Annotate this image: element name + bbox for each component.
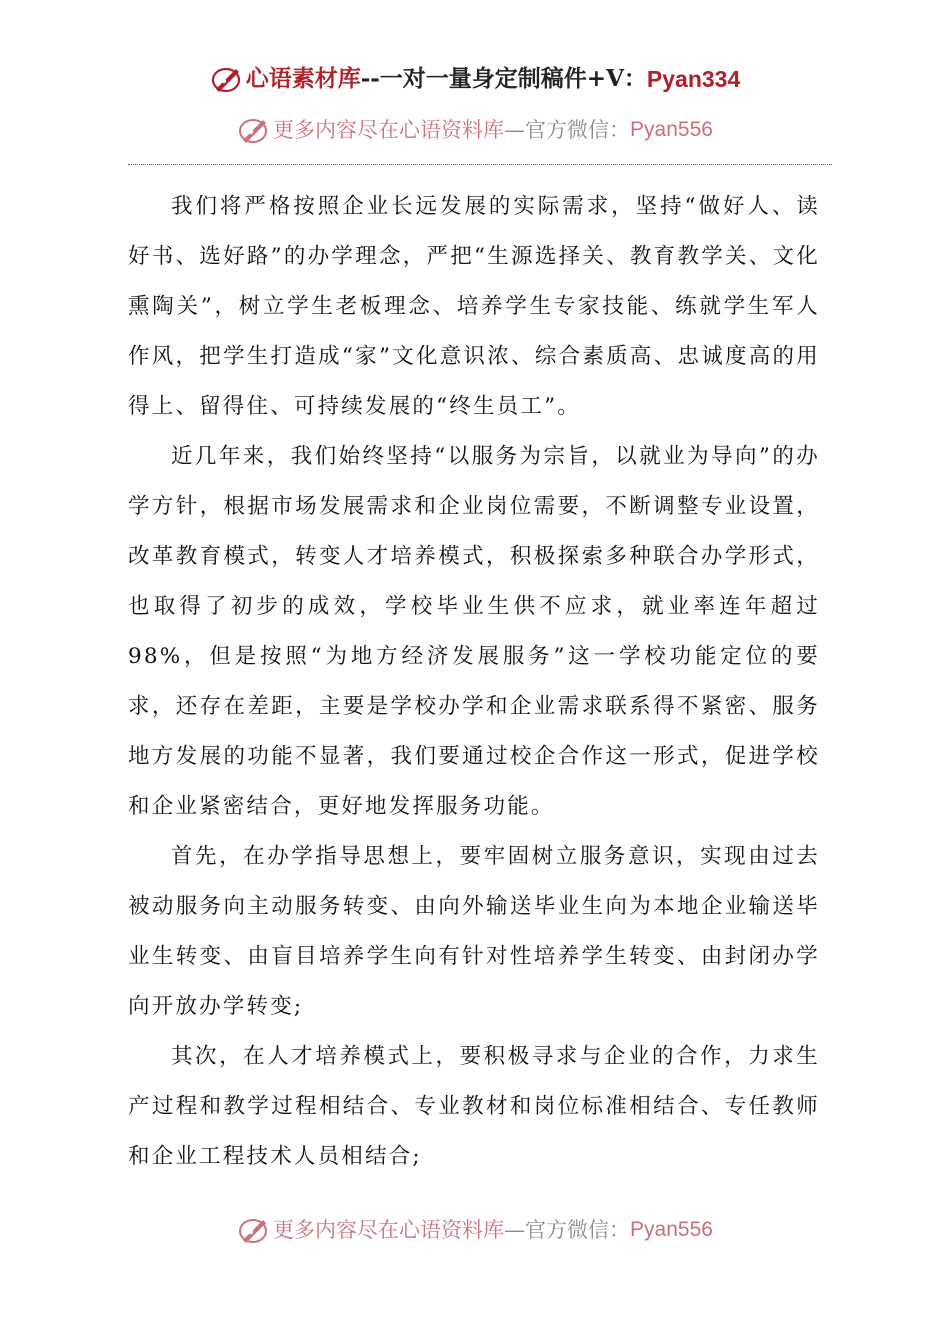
watermark-text: 更多内容尽在心语资料库 <box>273 118 505 142</box>
watermark-bottom <box>0 1214 950 1246</box>
paragraph: 近几年来，我们始终坚持“以服务为宗旨，以就业为导向”的办学方针，根据市场发展需求和企业岗位需要，不断调整专业设置，改革教育模式，转变人才培养模式，积极探索多种联合办学形式，也取得了初步的成效，学校毕业生供不应求，就业率连年超过98%，但是按照“为地方经济发展服务”这一学校功能定位的要求，还存在差距，主要是学校办学和企业需求联系得不紧密、服务地方发展的功能不显著，我们要通过校企合作这一形式，促进学校和企业紧密结合，更好地发挥服务功能。 <box>128 444 820 819</box>
watermark-separator: —官方微信： <box>504 1218 631 1242</box>
pen-logo-icon <box>210 63 244 95</box>
brand-name: 心语素材库 <box>245 65 361 92</box>
header-contact: Pyan334 <box>646 66 741 92</box>
watermark-contact: Pyan556 <box>630 1218 713 1241</box>
header-tagline: --一对一量身定制稿件+V： <box>360 65 647 92</box>
watermark-top <box>0 114 950 146</box>
paragraph: 首先，在办学指导思想上，要牢固树立服务意识，实现由过去被动服务向主动服务转变、由向外输送毕业生向为本地企业输送毕业生转变、由盲目培养学生向有针对性培养学生转变、由封闭办学向开放办学转变; <box>128 844 820 1019</box>
watermark-separator: —官方微信： <box>504 118 631 142</box>
paragraph: 我们将严格按照企业长远发展的实际需求，坚持“做好人、读好书、选好路”的办学理念，严把“生源选择关、教育教学关、文化熏陶关”，树立学生老板理念、培养学生专家技能、练就学生军人作风，把学生打造成“家”文化意识浓、综合素质高、忠诚度高的用得上、留得住、可持续发展的“终生员工”。 <box>128 194 820 419</box>
document-body <box>128 182 820 1182</box>
pen-logo-icon <box>237 1214 271 1246</box>
header-divider <box>128 164 832 165</box>
paragraph: 其次，在人才培养模式上，要积极寻求与企业的合作，力求生产过程和教学过程相结合、专业教材和岗位标准相结合、专任教师和企业工程技术人员相结合; <box>128 1044 820 1169</box>
watermark-text: 更多内容尽在心语资料库 <box>273 1218 505 1242</box>
page-header <box>0 62 950 96</box>
watermark-contact: Pyan556 <box>630 118 713 141</box>
pen-logo-icon <box>237 114 271 146</box>
